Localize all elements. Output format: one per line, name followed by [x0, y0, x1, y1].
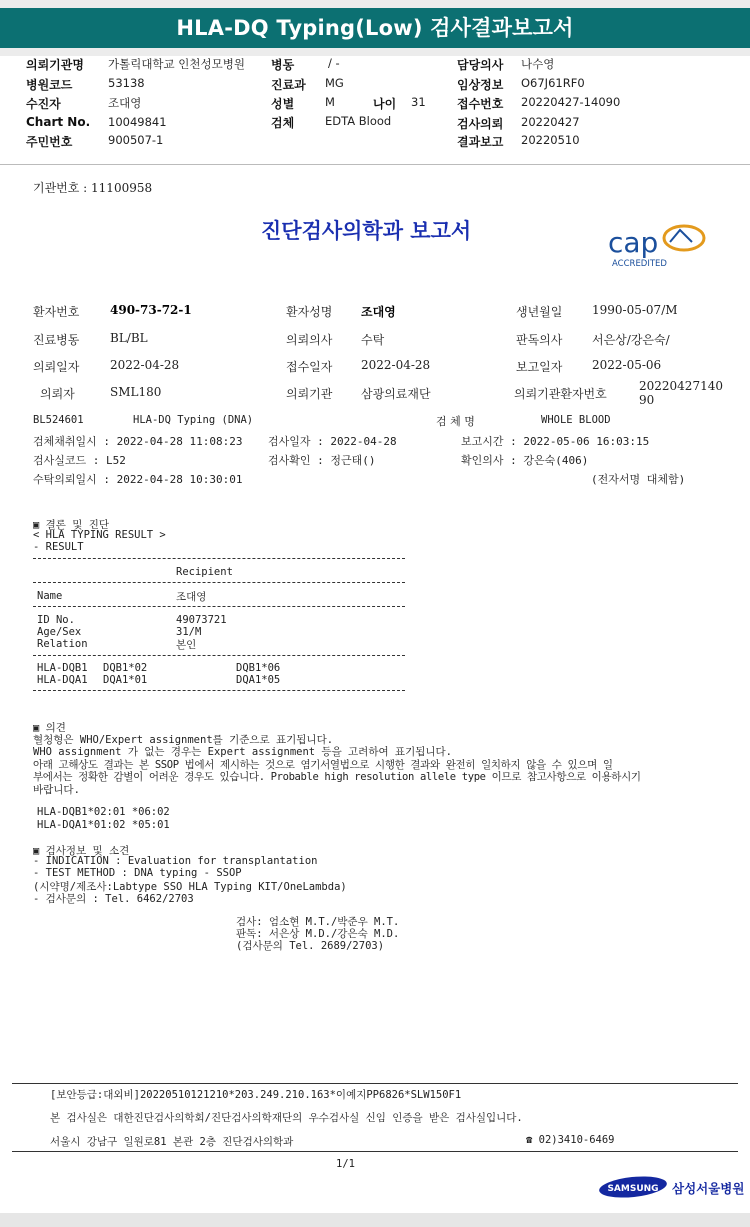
patient-value: 1990-05-07/M — [592, 303, 678, 317]
patient-label: 생년월일 — [516, 305, 563, 319]
header-value: MG — [325, 76, 344, 90]
patient-label: 환자번호 — [33, 305, 80, 319]
header-label: 병원코드 — [26, 78, 73, 92]
certification-line: 본 검사실은 대한진단검사의학회/진단검사의학재단의 우수검사실 신임 인증을 받은 검사실입니다. — [50, 1112, 523, 1124]
header-value: 조대영 — [108, 96, 142, 110]
header-label: 검사의뢰 — [457, 117, 504, 131]
dqb1-label: HLA-DQB1 — [37, 662, 88, 674]
hospital-name: 삼성서울병원 — [672, 1181, 745, 1196]
divider — [33, 582, 405, 583]
patient-label: 보고일자 — [516, 360, 563, 374]
request-time: 수탁의뢰일시 : 2022-04-28 10:30:01 — [33, 473, 243, 486]
specimen-label: 검 체 명 — [436, 415, 475, 428]
report-title: HLA-DQ Typing(Low) 검사결과보고서 — [0, 8, 750, 48]
header-value: 10049841 — [108, 115, 167, 129]
id-label: ID No. — [37, 614, 75, 626]
page-number: 1/1 — [336, 1158, 355, 1170]
info-line: - INDICATION : Evaluation for transplantation — [33, 855, 318, 867]
patient-value: 2022-04-28 — [110, 358, 180, 372]
samsung-logo — [598, 1176, 668, 1202]
signature-line: 검사: 엄소현 M.T./박준우 M.T. — [236, 916, 400, 928]
header-value: / - — [328, 56, 340, 70]
patient-label: 판독의사 — [516, 333, 563, 347]
age-value: 31 — [411, 95, 426, 109]
opinion-line: WHO assignment 가 없는 경우는 Expert assignment 등을 고려하여 표기됩니다. — [33, 746, 452, 758]
patient-value: 서은상/강은숙/ — [592, 333, 670, 347]
patient-value: 삼광의료재단 — [361, 387, 431, 401]
footer-divider — [12, 1083, 738, 1084]
address-line: 서울시 강남구 일원로81 본관 2층 진단검사의학과 — [50, 1136, 294, 1148]
signature-line: (검사문의 Tel. 2689/2703) — [236, 940, 385, 952]
cap-logo-sub: ACCREDITED — [612, 259, 667, 269]
signature-line: 판독: 서은상 M.D./강은숙 M.D. — [236, 928, 400, 940]
header-value: 20220427-14090 — [521, 95, 621, 109]
report-heading: 진단검사의학과 보고서 — [261, 218, 472, 243]
result-heading: ▣ 결론 및 진단 — [33, 519, 110, 531]
name-value: 조대영 — [176, 591, 207, 603]
divider — [33, 558, 405, 559]
age-label: 나이 — [373, 97, 397, 111]
footer-divider — [12, 1151, 738, 1152]
relation-value: 본인 — [176, 639, 197, 651]
dqb1-allele-2: DQB1*06 — [236, 662, 281, 674]
opinion-line: 아래 고해상도 결과는 본 SSOP 법에서 제시하는 것으로 염기서열법으로 시행한 결과와 완전히 일치하지 않을 수 있으며 일 — [33, 759, 613, 771]
patient-label: 의뢰의사 — [286, 333, 333, 347]
patient-label: 의뢰일자 — [33, 360, 80, 374]
header-value: 900507-1 — [108, 133, 164, 147]
header-value: EDTA Blood — [325, 114, 392, 128]
samsung-logo-text: SAMSUNG — [607, 1184, 659, 1194]
result-subheading: < HLA TYPING RESULT > — [33, 529, 166, 541]
dqa1-label: HLA-DQA1 — [37, 674, 88, 686]
header-label: 담당의사 — [457, 58, 504, 72]
bottom-band — [0, 1213, 750, 1227]
header-value: 나수영 — [521, 57, 555, 71]
patient-value: 수탁 — [361, 333, 385, 347]
age-sex-value: 31/M — [176, 626, 202, 638]
patient-label: 환자성명 — [286, 305, 333, 319]
esign-note: (전자서명 대체함) — [591, 473, 686, 486]
opinion-line: 부에서는 정확한 감별이 어려운 경우도 있습니다. Probable high resolution allele type 이므로 참고사항으로 이용하시기 — [33, 771, 641, 783]
header-label: 병동 — [271, 58, 295, 72]
institution-number: 기관번호 : 11100958 — [33, 181, 153, 195]
patient-value: SML180 — [110, 385, 162, 399]
header-label: 의뢰기관명 — [26, 58, 84, 72]
allele-line: HLA-DQB1*02:01 *06:02 — [37, 806, 170, 818]
info-line: - TEST METHOD : DNA typing - SSOP — [33, 867, 242, 879]
patient-label: 의뢰자 — [40, 387, 75, 401]
test-code: BL524601 — [33, 414, 84, 426]
header-label: 접수번호 — [457, 97, 504, 111]
patient-value: 2022042714090 — [639, 379, 723, 407]
header-label: 주민번호 — [26, 135, 73, 149]
cap-logo-text: cap — [608, 226, 659, 259]
header-value: 53138 — [108, 76, 145, 90]
divider — [33, 606, 405, 607]
info-line: - 검사문의 : Tel. 6462/2703 — [33, 893, 194, 905]
header-label: 임상정보 — [457, 78, 504, 92]
test-confirm: 검사확인 : 정근태() — [268, 454, 376, 467]
opinion-line: 바랍니다. — [33, 784, 80, 796]
dqa1-allele-1: DQA1*01 — [103, 674, 148, 686]
header-label: 수진자 — [26, 97, 61, 111]
header-value: 20220427 — [521, 115, 580, 129]
age-sex-label: Age/Sex — [37, 626, 82, 638]
col-recipient: Recipient — [176, 566, 233, 578]
patient-value: 조대영 — [361, 305, 396, 319]
id-value: 49073721 — [176, 614, 227, 626]
lab-code: 검사실코드 : L52 — [33, 454, 126, 467]
name-label: Name — [37, 590, 63, 602]
phone-line: ☎ 02)3410-6469 — [526, 1134, 615, 1146]
header-divider — [0, 164, 750, 165]
patient-value: 2022-04-28 — [361, 358, 431, 372]
allele-line: HLA-DQA1*01:02 *05:01 — [37, 819, 170, 831]
cap-accredited-logo — [604, 222, 706, 272]
dqa1-allele-2: DQA1*05 — [236, 674, 281, 686]
patient-value: BL/BL — [110, 331, 148, 345]
divider — [33, 655, 405, 656]
patient-value: 490-73-72-1 — [110, 303, 192, 317]
header-value: M — [325, 95, 335, 109]
specimen-value: WHOLE BLOOD — [541, 414, 611, 426]
dqb1-allele-1: DQB1*02 — [103, 662, 148, 674]
header-label: 진료과 — [271, 78, 306, 92]
header-value: 20220510 — [521, 133, 580, 147]
test-name: HLA-DQ Typing (DNA) — [133, 414, 254, 426]
header-label: 성별 — [271, 97, 295, 111]
result-subheading-2: - RESULT — [33, 541, 84, 553]
divider — [33, 690, 405, 691]
info-heading: ▣ 검사정보 및 소견 — [33, 845, 130, 857]
header-value: 가톨릭대학교 인천성모병원 — [108, 57, 245, 71]
security-line: [보안등급:대외비]20220510121210*203.249.210.163*이예지PP6826*SLW150F1 — [50, 1089, 462, 1101]
report-time: 보고시간 : 2022-05-06 16:03:15 — [461, 435, 650, 448]
patient-label: 의뢰기관환자번호 — [514, 387, 607, 401]
info-line: (시약명/제조사:Labtype SSO HLA Typing KIT/OneLambda) — [33, 881, 347, 893]
patient-label: 의뢰기관 — [286, 387, 333, 401]
collection-time: 검체채취일시 : 2022-04-28 11:08:23 — [33, 435, 243, 448]
patient-value: 2022-05-06 — [592, 358, 662, 372]
opinion-heading: ▣ 의견 — [33, 722, 66, 734]
opinion-line: 혈청형은 WHO/Expert assignment를 기준으로 표기됩니다. — [33, 734, 334, 746]
header-label: Chart No. — [26, 115, 91, 129]
confirm-doctor: 확인의사 : 강은숙(406) — [461, 454, 589, 467]
test-date: 검사일자 : 2022-04-28 — [268, 435, 397, 448]
header-value: O67J61RF0 — [521, 76, 585, 90]
patient-label: 진료병동 — [33, 333, 80, 347]
relation-label: Relation — [37, 638, 88, 650]
patient-label: 접수일자 — [286, 360, 333, 374]
header-label: 검체 — [271, 116, 295, 130]
header-label: 결과보고 — [457, 135, 504, 149]
